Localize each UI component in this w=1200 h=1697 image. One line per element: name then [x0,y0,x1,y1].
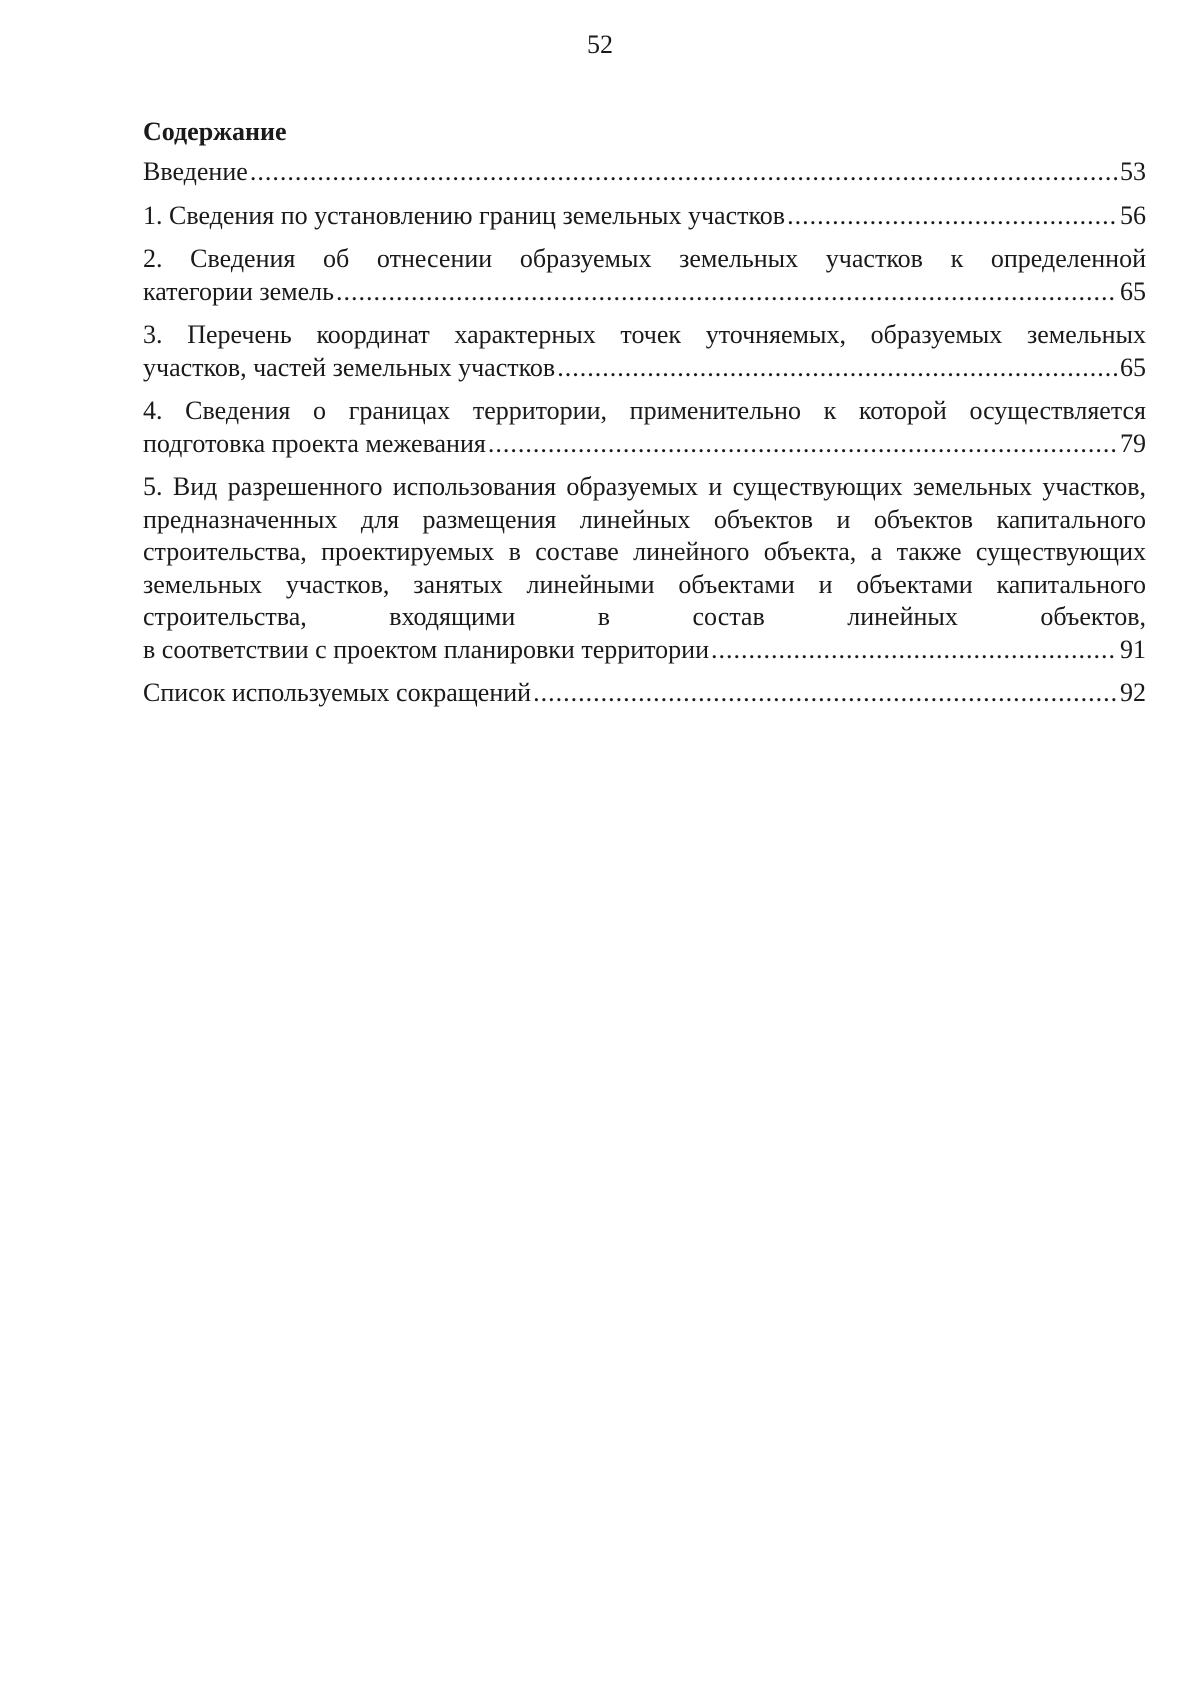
toc-entry-abbreviations[interactable] [143,677,1146,710]
toc-entry-title: 1. Сведения по установлению границ земельных участков [143,200,786,230]
toc-entry-section-4[interactable] [143,395,1146,460]
dot-leader [557,352,1117,385]
toc-entry-page: 65 [1120,352,1146,382]
toc-entry-title: Список используемых сокращений [143,678,532,707]
dot-leader [488,428,1117,461]
toc-entry-page: 53 [1120,157,1146,186]
toc-entry-text: 3. Перечень координат характерных точек уточняемых, образуемых земельных [143,320,1146,349]
toc-entry-title: Введение [143,157,248,186]
toc-entry-title: участков, частей земельных участков [143,352,556,382]
page-number: 52 [587,30,613,59]
toc-entry-page: 56 [1120,200,1146,230]
toc-entry-section-5[interactable] [143,471,1146,666]
toc-heading: Содержание [143,117,287,146]
toc-entry-title: подготовка проекта межевания [143,428,486,458]
dot-leader [533,677,1117,710]
toc-entry-introduction[interactable] [143,156,1146,189]
dot-leader [336,276,1117,309]
dot-leader [787,200,1117,233]
toc-entry-section-1[interactable] [143,200,1146,233]
toc-entry-section-3[interactable] [143,319,1146,384]
toc-entry-title: категории земель [143,276,334,306]
table-of-contents [143,114,1146,721]
toc-entry-text: 5. Вид разрешенного использования образуемых и существующих земельных участков, предназначенных для размещения линейных объектов и объектов капитального строительства, проектируемых в составе линейного объекта, а также существующих земельных участков, занятых линейными объектами и объектами капитального строительства, входящими в состав линейных объектов, [143,472,1146,631]
toc-entry-section-2[interactable] [143,243,1146,308]
dot-leader [250,156,1117,189]
dot-leader [711,634,1117,667]
toc-entry-text: 2. Сведения об отнесении образуемых земельных участков к определенной [143,244,1146,273]
toc-entry-title: в соответствии с проектом планировки территории [143,634,710,664]
toc-entry-page: 79 [1120,428,1146,458]
toc-entry-page: 92 [1120,678,1146,707]
toc-entry-page: 91 [1120,634,1146,664]
toc-entry-text: 4. Сведения о границах территории, применительно к которой осуществляется [143,396,1146,425]
toc-entry-page: 65 [1120,276,1146,306]
